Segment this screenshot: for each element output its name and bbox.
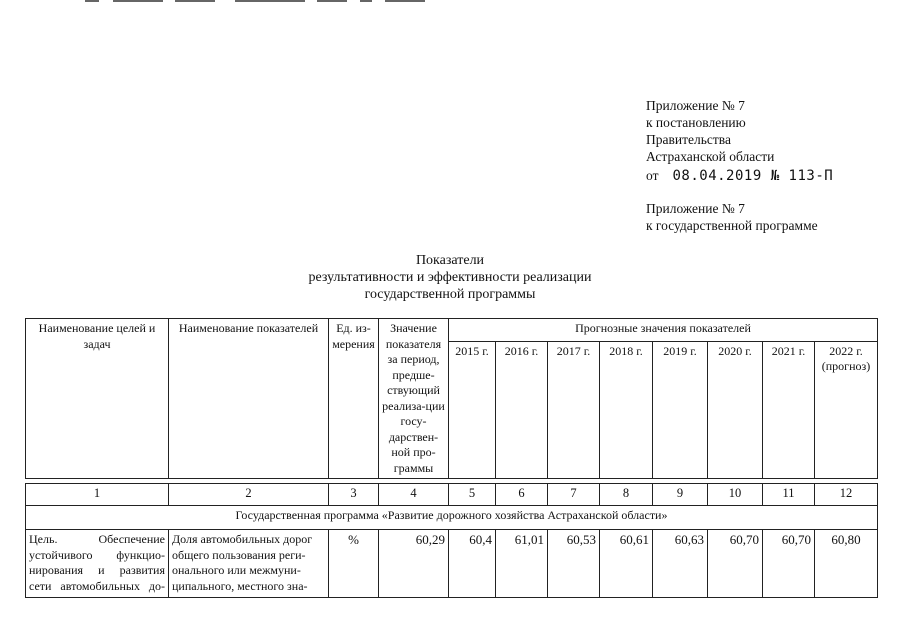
decree-stamp: 08.04.2019 № 113-П: [672, 168, 834, 184]
header-year: 2016 г.: [496, 341, 548, 478]
appendix-line: Приложение № 7: [646, 98, 745, 113]
indicators-header-table: [25, 318, 878, 479]
title-line: Показатели: [415, 253, 485, 268]
title-line: результативности и эффективности реализации: [308, 270, 592, 285]
table-row: [26, 530, 878, 598]
value-2022: 60,80: [815, 530, 878, 598]
decree-appendix-block: [646, 97, 833, 185]
title-line: государственной программы: [364, 287, 536, 302]
column-number: 12: [815, 484, 878, 506]
document-title: [250, 252, 650, 303]
header-year: 2018 г.: [600, 341, 653, 478]
header-base-value: Значение показателя за период, предше-ствующий реализа-ции госу-дарствен-ной про-граммы: [379, 319, 449, 479]
header-unit: Ед. из-мерения: [329, 319, 379, 479]
program-title-row: [26, 506, 878, 530]
column-number-row: [26, 484, 878, 506]
value-2017: 60,53: [548, 530, 600, 598]
value-2018: 60,61: [600, 530, 653, 598]
value-2021: 60,70: [763, 530, 815, 598]
column-number: 7: [548, 484, 600, 506]
column-number: 1: [26, 484, 169, 506]
value-2015: 60,4: [449, 530, 496, 598]
appendix-line: к постановлению: [646, 115, 746, 130]
column-number: 8: [600, 484, 653, 506]
value-2020: 60,70: [708, 530, 763, 598]
column-number: 9: [653, 484, 708, 506]
value-2019: 60,63: [653, 530, 708, 598]
header-year: 2020 г.: [708, 341, 763, 478]
value-2016: 61,01: [496, 530, 548, 598]
column-number: 4: [379, 484, 449, 506]
column-number: 5: [449, 484, 496, 506]
unit-cell: %: [329, 530, 379, 598]
appendix-line: Правительства: [646, 132, 731, 147]
base-value-cell: 60,29: [379, 530, 449, 598]
column-number: 6: [496, 484, 548, 506]
header-year: 2022 г. (прогноз): [815, 341, 878, 478]
appendix-line: Приложение № 7: [646, 201, 745, 216]
header-indicators: Наименование показателей: [169, 319, 329, 479]
program-title: Государственная программа «Развитие дорожного хозяйства Астраханской области»: [26, 506, 878, 530]
column-number: 3: [329, 484, 379, 506]
column-number: 10: [708, 484, 763, 506]
header-year: 2015 г.: [449, 341, 496, 478]
header-goals: Наименование целей и задач: [26, 319, 169, 479]
header-year: 2017 г.: [548, 341, 600, 478]
header-year: 2021 г.: [763, 341, 815, 478]
column-number: 11: [763, 484, 815, 506]
indicator-cell: Доля автомобильных дорог общего пользования реги-онального или межмуни-ципального, местного зна-: [169, 530, 329, 598]
scan-artifact: [85, 0, 425, 3]
goal-cell: Цель. Обеспечение устойчивого функцио-нирования и развития сети автомобильных до-: [26, 530, 169, 598]
header-year: 2019 г.: [653, 341, 708, 478]
appendix-line: к государственной программе: [646, 218, 818, 233]
decree-prefix: от: [646, 168, 659, 183]
decree-date-line: [646, 167, 833, 185]
column-number: 2: [169, 484, 329, 506]
indicators-body-table: [25, 483, 878, 598]
appendix-line: Астраханской области: [646, 149, 775, 164]
program-appendix-block: [646, 200, 818, 234]
header-forecast-group: Прогнозные значения показателей: [449, 319, 878, 342]
